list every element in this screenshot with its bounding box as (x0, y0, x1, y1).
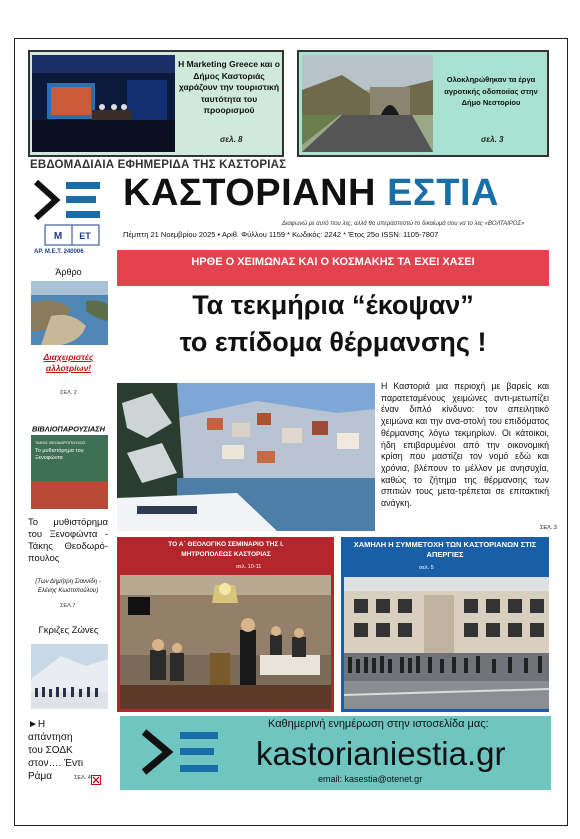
opinion-page: ΣΕΛ. 2 (60, 390, 77, 396)
book-review-text[interactable]: Το μυθιστόρημα του Ξενοφώντα - Τάκης Θεοδωρό-πουλος (28, 517, 108, 564)
book-cover-title: Το μυθιστόρημα του Ξενοφώντα (35, 448, 84, 461)
teaser-marketing[interactable] (28, 50, 284, 157)
teaser-roads[interactable] (297, 50, 549, 157)
story-strikes-photo (344, 577, 549, 709)
banner-email[interactable]: email: kasestia@otenet.gr (318, 774, 423, 784)
lead-kicker: ΗΡΘΕ Ο ΧΕΙΜΩΝΑΣ ΚΑΙ Ο ΚΟΣΜΑΚΗΣ ΤΑ ΕΧΕΙ ΧΑΣΕΙ (117, 250, 549, 286)
newspaper-logo-icon (34, 178, 104, 222)
story-seminar-headline: ΤΟ Α΄ ΘΕΟΛΟΓΙΚΟ ΣΕΜΙΝΑΡΙΟ ΤΗΣ Ι. ΜΗΤΡΟΠΟΛΕΩΣ ΚΑΣΤΟΡΙΑΣ (168, 541, 284, 558)
weekly-tagline: ΕΒΔΟΜΑΔΙΑΙΑ ΕΦΗΜΕΡΙΔΑ ΤΗΣ ΚΑΣΤΟΡΙΑΣ (30, 159, 287, 171)
website-logo-icon (142, 728, 222, 776)
book-review-tag-text: ΒΙΒΛΙΟΠΑΡΟΥΣΙΑΣΗ (32, 424, 106, 433)
close-box-icon (91, 775, 101, 785)
masthead-motto: Διαφωνώ με αυτό που λες, αλλά θα υπερασπιστώ το δικαίωμά σου να το λες «ΒΟΛΤΑΙΡΟΣ» (282, 221, 525, 227)
grey-zones-label: Γκριζες Ζώνες (38, 625, 99, 636)
book-review-page: ΣΕΛ.7 (60, 603, 76, 609)
masthead-title-accent: ΕΣΤΙΑ (387, 172, 499, 214)
teaser-photo-tunnel (302, 55, 433, 152)
masthead-title (123, 172, 499, 215)
met-badge-right: ΕΤ (79, 231, 91, 241)
banner-tagline: Καθημερινή ενημέρωση στην ιστοσελίδα μας: (268, 718, 489, 730)
opinion-title[interactable]: Διαχειριστές αλλοτρίων! (43, 352, 94, 373)
grey-zones-text[interactable]: ►Η απάντηση του ΣΟΔΚ στον…. Έντι Ράμα (28, 719, 84, 782)
website-banner[interactable] (120, 716, 551, 790)
story-strikes[interactable] (341, 537, 549, 712)
met-registry-badge-icon (44, 224, 100, 246)
grey-zones-photo-mountain (31, 644, 108, 709)
met-badge-left: Μ (53, 231, 63, 242)
lead-photo-snowy-town (117, 383, 375, 531)
story-strikes-headline: ΧΑΜΗΛΗ Η ΣΥΜΜΕΤΟΧΗ ΤΩΝ ΚΑΣΤΟΡΙΑΝΩΝ ΣΤΙΣ ΑΠΕΡΓΙΕΣ (353, 540, 537, 559)
opinion-section-label: Άρθρο (55, 267, 82, 277)
masthead-title-main: ΚΑΣΤΟΡΙΑΝΗ (123, 172, 377, 214)
masthead-dateline: Πέμπτη 21 Νοεμβρίου 2025 • Αριθ. Φύλλου 1159 * Κωδικός: 2242 * Έτος 25ο ISSN: 1105-7807 (123, 230, 439, 239)
lead-headline-line1: Τα τεκμήρια “έκοψαν” (192, 290, 474, 320)
teaser-page: σελ. 3 (481, 135, 504, 144)
story-seminar-photo (120, 575, 331, 709)
lead-headline-line2: το επίδομα θέρμανσης ! (179, 327, 487, 357)
lead-page-ref: ΣΕΛ. 3 (540, 525, 557, 531)
teaser-headline: Ολοκληρώθηκαν τα έργα αγροτικής οδοποιίας στην Δήμο Νεστορίου (444, 75, 538, 107)
book-review-credit: (Των Δημήτρη Σιαννίδη - Ελένης Κωστοπούλου) (35, 579, 101, 594)
book-cover-author: ΤΑΚΗΣ ΘΕΟΔΩΡΟΠΟΥΛΟΣ (35, 440, 86, 445)
story-seminar[interactable] (117, 537, 334, 712)
teaser-photo-conference (32, 55, 175, 152)
grey-zones-page: ΣΕΛ. 4 (74, 775, 91, 781)
lead-headline[interactable] (117, 287, 549, 361)
met-registry-label: ΑΡ. Μ.Ε.Τ. 240006 (34, 249, 84, 255)
banner-website-link[interactable]: kastorianiestia.gr (256, 735, 506, 772)
book-cover-image (31, 435, 108, 509)
lead-article-body: Η Καστοριά μια περιοχή με βαρείς και παρατεταμένους χειμώνες αντι-μετωπίζει έναν διπλό κίνδυνο: τον απειλητικό χειμώνα και την ανα-στολή του επιδόματος θέρμανσης λόγω τεκμηρίων. Οι κάτοικοι, ήδη επιβαρυμένοι από την οικονομική κρίση που μαστίζει τον νομό εδώ και χρόνια, βλέπουν το μέλλον με ανησυχία, καθώς το ζήτημα της θέρμανσης των σπιτιών τους μετα-τρέπεται σε επιτακτική ανάγκη. (381, 381, 549, 509)
opinion-photo-aerial (31, 281, 108, 345)
teaser-page: σελ. 8 (220, 135, 243, 144)
story-strikes-page: σελ. 5 (419, 565, 434, 571)
story-seminar-page: σελ. 10-11 (236, 564, 262, 570)
teaser-headline: Η Marketing Greece και ο Δήμος Καστοριάς χαράζουν την τουριστική ταυτότητα του προορισμού (178, 59, 280, 115)
book-review-tag (31, 421, 108, 433)
